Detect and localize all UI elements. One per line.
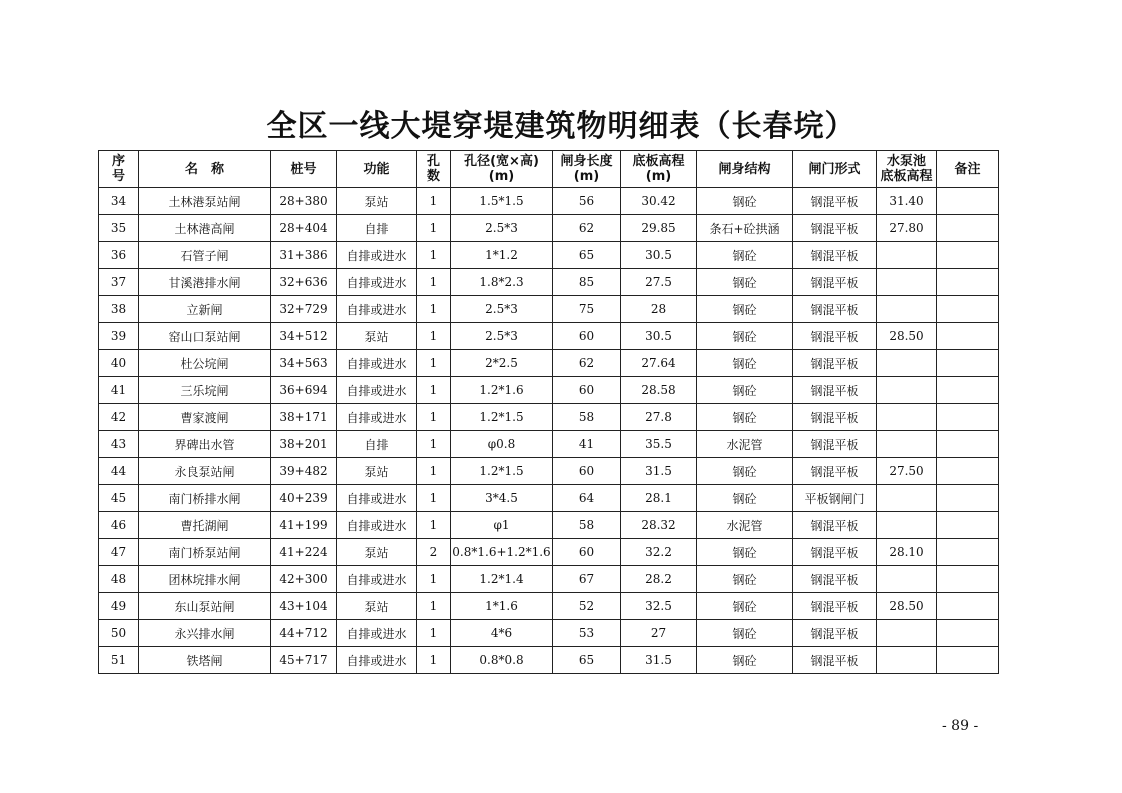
- header-name: 名 称: [139, 151, 271, 188]
- cell-remark: [937, 377, 999, 404]
- cell-structure: 钢砼: [697, 620, 793, 647]
- cell-seq: 39: [99, 323, 139, 350]
- cell-holes: 1: [417, 404, 451, 431]
- cell-aperture: 2.5*3: [451, 215, 553, 242]
- cell-pool-elevation: [877, 404, 937, 431]
- cell-gate: 钢混平板: [793, 512, 877, 539]
- cell-pool-elevation: 28.10: [877, 539, 937, 566]
- cell-gate: 钢混平板: [793, 242, 877, 269]
- cell-structure: 钢砼: [697, 539, 793, 566]
- cell-pool-elevation: [877, 350, 937, 377]
- cell-aperture: 3*4.5: [451, 485, 553, 512]
- cell-holes: 1: [417, 620, 451, 647]
- cell-remark: [937, 566, 999, 593]
- table-row: [99, 296, 999, 323]
- cell-pool-elevation: [877, 647, 937, 674]
- cell-seq: 47: [99, 539, 139, 566]
- cell-structure: 钢砼: [697, 296, 793, 323]
- table-row: [99, 350, 999, 377]
- cell-length: 41: [553, 431, 621, 458]
- cell-seq: 48: [99, 566, 139, 593]
- cell-structure: 钢砼: [697, 485, 793, 512]
- cell-seq: 46: [99, 512, 139, 539]
- cell-remark: [937, 458, 999, 485]
- cell-aperture: 1.2*1.6: [451, 377, 553, 404]
- cell-length: 60: [553, 539, 621, 566]
- cell-function: 自排或进水: [337, 242, 417, 269]
- cell-station: 44+712: [271, 620, 337, 647]
- cell-holes: 1: [417, 323, 451, 350]
- cell-seq: 38: [99, 296, 139, 323]
- cell-floor-elevation: 27: [621, 620, 697, 647]
- table-row: [99, 188, 999, 215]
- cell-holes: 1: [417, 647, 451, 674]
- cell-floor-elevation: 30.5: [621, 323, 697, 350]
- table-row: [99, 566, 999, 593]
- cell-length: 60: [553, 458, 621, 485]
- cell-length: 65: [553, 242, 621, 269]
- header-function: 功能: [337, 151, 417, 188]
- cell-structure: 钢砼: [697, 242, 793, 269]
- cell-station: 45+717: [271, 647, 337, 674]
- cell-holes: 1: [417, 485, 451, 512]
- cell-structure: 钢砼: [697, 647, 793, 674]
- cell-function: 自排或进水: [337, 377, 417, 404]
- table-row: [99, 512, 999, 539]
- cell-length: 85: [553, 269, 621, 296]
- cell-holes: 1: [417, 296, 451, 323]
- cell-seq: 36: [99, 242, 139, 269]
- cell-floor-elevation: 27.5: [621, 269, 697, 296]
- cell-holes: 1: [417, 593, 451, 620]
- cell-length: 62: [553, 215, 621, 242]
- cell-station: 40+239: [271, 485, 337, 512]
- header-length: 闸身长度 (m): [553, 151, 621, 188]
- cell-station: 32+729: [271, 296, 337, 323]
- cell-function: 自排或进水: [337, 485, 417, 512]
- cell-seq: 34: [99, 188, 139, 215]
- header-row: [99, 151, 999, 188]
- cell-name: 铁塔闸: [139, 647, 271, 674]
- cell-holes: 1: [417, 458, 451, 485]
- cell-function: 泵站: [337, 593, 417, 620]
- cell-aperture: 0.8*0.8: [451, 647, 553, 674]
- cell-aperture: 1.5*1.5: [451, 188, 553, 215]
- cell-aperture: 0.8*1.6+1.2*1.6: [451, 539, 553, 566]
- cell-name: 三乐垸闸: [139, 377, 271, 404]
- cell-structure: 钢砼: [697, 350, 793, 377]
- cell-length: 67: [553, 566, 621, 593]
- cell-aperture: 1.8*2.3: [451, 269, 553, 296]
- cell-seq: 42: [99, 404, 139, 431]
- cell-aperture: 1*1.6: [451, 593, 553, 620]
- table-body: [99, 188, 999, 674]
- cell-remark: [937, 242, 999, 269]
- cell-pool-elevation: 28.50: [877, 593, 937, 620]
- structures-table: [98, 150, 999, 674]
- cell-structure: 钢砼: [697, 404, 793, 431]
- cell-function: 泵站: [337, 458, 417, 485]
- cell-seq: 37: [99, 269, 139, 296]
- cell-seq: 41: [99, 377, 139, 404]
- cell-pool-elevation: [877, 566, 937, 593]
- cell-station: 34+512: [271, 323, 337, 350]
- cell-aperture: φ0.8: [451, 431, 553, 458]
- cell-gate: 钢混平板: [793, 458, 877, 485]
- cell-holes: 2: [417, 539, 451, 566]
- cell-name: 团林垸排水闸: [139, 566, 271, 593]
- table-row: [99, 458, 999, 485]
- cell-pool-elevation: [877, 242, 937, 269]
- cell-gate: 钢混平板: [793, 215, 877, 242]
- cell-gate: 钢混平板: [793, 431, 877, 458]
- table-row: [99, 431, 999, 458]
- cell-length: 53: [553, 620, 621, 647]
- cell-station: 36+694: [271, 377, 337, 404]
- cell-gate: 钢混平板: [793, 404, 877, 431]
- cell-remark: [937, 431, 999, 458]
- cell-floor-elevation: 27.64: [621, 350, 697, 377]
- cell-holes: 1: [417, 431, 451, 458]
- cell-length: 75: [553, 296, 621, 323]
- table-row: [99, 215, 999, 242]
- header-station: 桩号: [271, 151, 337, 188]
- cell-aperture: 1.2*1.5: [451, 458, 553, 485]
- cell-floor-elevation: 35.5: [621, 431, 697, 458]
- cell-aperture: 2.5*3: [451, 323, 553, 350]
- cell-floor-elevation: 32.2: [621, 539, 697, 566]
- cell-name: 立新闸: [139, 296, 271, 323]
- cell-aperture: 1*1.2: [451, 242, 553, 269]
- cell-pool-elevation: [877, 377, 937, 404]
- cell-length: 58: [553, 404, 621, 431]
- cell-station: 39+482: [271, 458, 337, 485]
- header-seq: 序 号: [99, 151, 139, 188]
- cell-station: 28+380: [271, 188, 337, 215]
- table-row: [99, 242, 999, 269]
- cell-function: 自排: [337, 431, 417, 458]
- cell-name: 杜公垸闸: [139, 350, 271, 377]
- cell-holes: 1: [417, 350, 451, 377]
- cell-seq: 43: [99, 431, 139, 458]
- cell-station: 38+201: [271, 431, 337, 458]
- cell-floor-elevation: 30.5: [621, 242, 697, 269]
- cell-pool-elevation: [877, 512, 937, 539]
- header-aperture: 孔径(宽×高) (m): [451, 151, 553, 188]
- cell-floor-elevation: 32.5: [621, 593, 697, 620]
- cell-function: 自排: [337, 215, 417, 242]
- cell-pool-elevation: 27.80: [877, 215, 937, 242]
- cell-length: 65: [553, 647, 621, 674]
- header-holes: 孔 数: [417, 151, 451, 188]
- cell-length: 56: [553, 188, 621, 215]
- cell-remark: [937, 404, 999, 431]
- header-pool-elevation: 水泵池 底板高程: [877, 151, 937, 188]
- cell-pool-elevation: [877, 485, 937, 512]
- cell-name: 东山泵站闸: [139, 593, 271, 620]
- cell-gate: 钢混平板: [793, 188, 877, 215]
- table-row: [99, 404, 999, 431]
- table-row: [99, 377, 999, 404]
- cell-pool-elevation: 28.50: [877, 323, 937, 350]
- cell-gate: 钢混平板: [793, 296, 877, 323]
- cell-remark: [937, 512, 999, 539]
- cell-length: 60: [553, 377, 621, 404]
- cell-pool-elevation: [877, 269, 937, 296]
- cell-structure: 条石+砼拱涵: [697, 215, 793, 242]
- cell-remark: [937, 188, 999, 215]
- cell-floor-elevation: 28.58: [621, 377, 697, 404]
- header-remark: 备注: [937, 151, 999, 188]
- cell-name: 永兴排水闸: [139, 620, 271, 647]
- cell-holes: 1: [417, 566, 451, 593]
- cell-gate: 钢混平板: [793, 647, 877, 674]
- header-gate: 闸门形式: [793, 151, 877, 188]
- cell-remark: [937, 593, 999, 620]
- cell-floor-elevation: 28: [621, 296, 697, 323]
- cell-length: 64: [553, 485, 621, 512]
- cell-pool-elevation: 31.40: [877, 188, 937, 215]
- cell-floor-elevation: 31.5: [621, 647, 697, 674]
- cell-holes: 1: [417, 242, 451, 269]
- cell-holes: 1: [417, 512, 451, 539]
- cell-name: 界碑出水管: [139, 431, 271, 458]
- cell-station: 31+386: [271, 242, 337, 269]
- header-structure: 闸身结构: [697, 151, 793, 188]
- page-number: - 89 -: [942, 718, 979, 734]
- cell-holes: 1: [417, 188, 451, 215]
- cell-pool-elevation: [877, 620, 937, 647]
- cell-seq: 49: [99, 593, 139, 620]
- cell-seq: 45: [99, 485, 139, 512]
- table-row: [99, 485, 999, 512]
- cell-function: 泵站: [337, 188, 417, 215]
- cell-structure: 钢砼: [697, 188, 793, 215]
- cell-floor-elevation: 27.8: [621, 404, 697, 431]
- cell-name: 甘溪港排水闸: [139, 269, 271, 296]
- cell-function: 自排或进水: [337, 404, 417, 431]
- cell-floor-elevation: 30.42: [621, 188, 697, 215]
- table-row: [99, 620, 999, 647]
- cell-pool-elevation: 27.50: [877, 458, 937, 485]
- cell-remark: [937, 296, 999, 323]
- cell-seq: 40: [99, 350, 139, 377]
- cell-length: 58: [553, 512, 621, 539]
- cell-aperture: 1.2*1.4: [451, 566, 553, 593]
- cell-remark: [937, 539, 999, 566]
- cell-structure: 钢砼: [697, 323, 793, 350]
- cell-gate: 钢混平板: [793, 620, 877, 647]
- cell-aperture: φ1: [451, 512, 553, 539]
- cell-remark: [937, 620, 999, 647]
- header-floor-elevation: 底板高程 (m): [621, 151, 697, 188]
- cell-gate: 钢混平板: [793, 566, 877, 593]
- cell-structure: 钢砼: [697, 593, 793, 620]
- cell-length: 62: [553, 350, 621, 377]
- cell-holes: 1: [417, 269, 451, 296]
- table-row: [99, 539, 999, 566]
- cell-structure: 水泥管: [697, 431, 793, 458]
- cell-gate: 钢混平板: [793, 539, 877, 566]
- cell-floor-elevation: 28.1: [621, 485, 697, 512]
- cell-function: 自排或进水: [337, 566, 417, 593]
- table-row: [99, 593, 999, 620]
- cell-seq: 51: [99, 647, 139, 674]
- cell-gate: 钢混平板: [793, 323, 877, 350]
- cell-remark: [937, 215, 999, 242]
- page-title: 全区一线大堤穿堤建筑物明细表（长春垸）: [266, 109, 856, 144]
- cell-structure: 钢砼: [697, 269, 793, 296]
- table-row: [99, 269, 999, 296]
- cell-name: 曹家渡闸: [139, 404, 271, 431]
- cell-name: 土林港高闸: [139, 215, 271, 242]
- cell-seq: 35: [99, 215, 139, 242]
- table-row: [99, 647, 999, 674]
- cell-remark: [937, 647, 999, 674]
- cell-station: 38+171: [271, 404, 337, 431]
- cell-holes: 1: [417, 377, 451, 404]
- cell-name: 南门桥泵站闸: [139, 539, 271, 566]
- cell-gate: 钢混平板: [793, 377, 877, 404]
- cell-function: 泵站: [337, 539, 417, 566]
- cell-holes: 1: [417, 215, 451, 242]
- cell-station: 32+636: [271, 269, 337, 296]
- cell-floor-elevation: 29.85: [621, 215, 697, 242]
- cell-length: 60: [553, 323, 621, 350]
- cell-name: 永良泵站闸: [139, 458, 271, 485]
- cell-structure: 钢砼: [697, 377, 793, 404]
- cell-structure: 钢砼: [697, 458, 793, 485]
- cell-aperture: 2.5*3: [451, 296, 553, 323]
- cell-function: 泵站: [337, 323, 417, 350]
- cell-function: 自排或进水: [337, 647, 417, 674]
- cell-remark: [937, 350, 999, 377]
- cell-station: 28+404: [271, 215, 337, 242]
- cell-name: 土林港泵站闸: [139, 188, 271, 215]
- cell-remark: [937, 269, 999, 296]
- cell-name: 石管子闸: [139, 242, 271, 269]
- cell-function: 自排或进水: [337, 512, 417, 539]
- cell-gate: 钢混平板: [793, 269, 877, 296]
- cell-structure: 钢砼: [697, 566, 793, 593]
- cell-seq: 44: [99, 458, 139, 485]
- cell-station: 41+199: [271, 512, 337, 539]
- cell-name: 曹托湖闸: [139, 512, 271, 539]
- cell-remark: [937, 485, 999, 512]
- cell-function: 自排或进水: [337, 269, 417, 296]
- cell-pool-elevation: [877, 431, 937, 458]
- cell-floor-elevation: 28.2: [621, 566, 697, 593]
- cell-function: 自排或进水: [337, 350, 417, 377]
- cell-floor-elevation: 28.32: [621, 512, 697, 539]
- cell-station: 34+563: [271, 350, 337, 377]
- cell-seq: 50: [99, 620, 139, 647]
- cell-station: 41+224: [271, 539, 337, 566]
- cell-function: 自排或进水: [337, 620, 417, 647]
- cell-gate: 钢混平板: [793, 350, 877, 377]
- cell-aperture: 1.2*1.5: [451, 404, 553, 431]
- cell-gate: 平板钢闸门: [793, 485, 877, 512]
- cell-function: 自排或进水: [337, 296, 417, 323]
- cell-station: 42+300: [271, 566, 337, 593]
- cell-structure: 水泥管: [697, 512, 793, 539]
- cell-aperture: 4*6: [451, 620, 553, 647]
- cell-aperture: 2*2.5: [451, 350, 553, 377]
- cell-station: 43+104: [271, 593, 337, 620]
- cell-floor-elevation: 31.5: [621, 458, 697, 485]
- cell-pool-elevation: [877, 296, 937, 323]
- cell-name: 窑山口泵站闸: [139, 323, 271, 350]
- cell-remark: [937, 323, 999, 350]
- cell-length: 52: [553, 593, 621, 620]
- cell-gate: 钢混平板: [793, 593, 877, 620]
- table-row: [99, 323, 999, 350]
- cell-name: 南门桥排水闸: [139, 485, 271, 512]
